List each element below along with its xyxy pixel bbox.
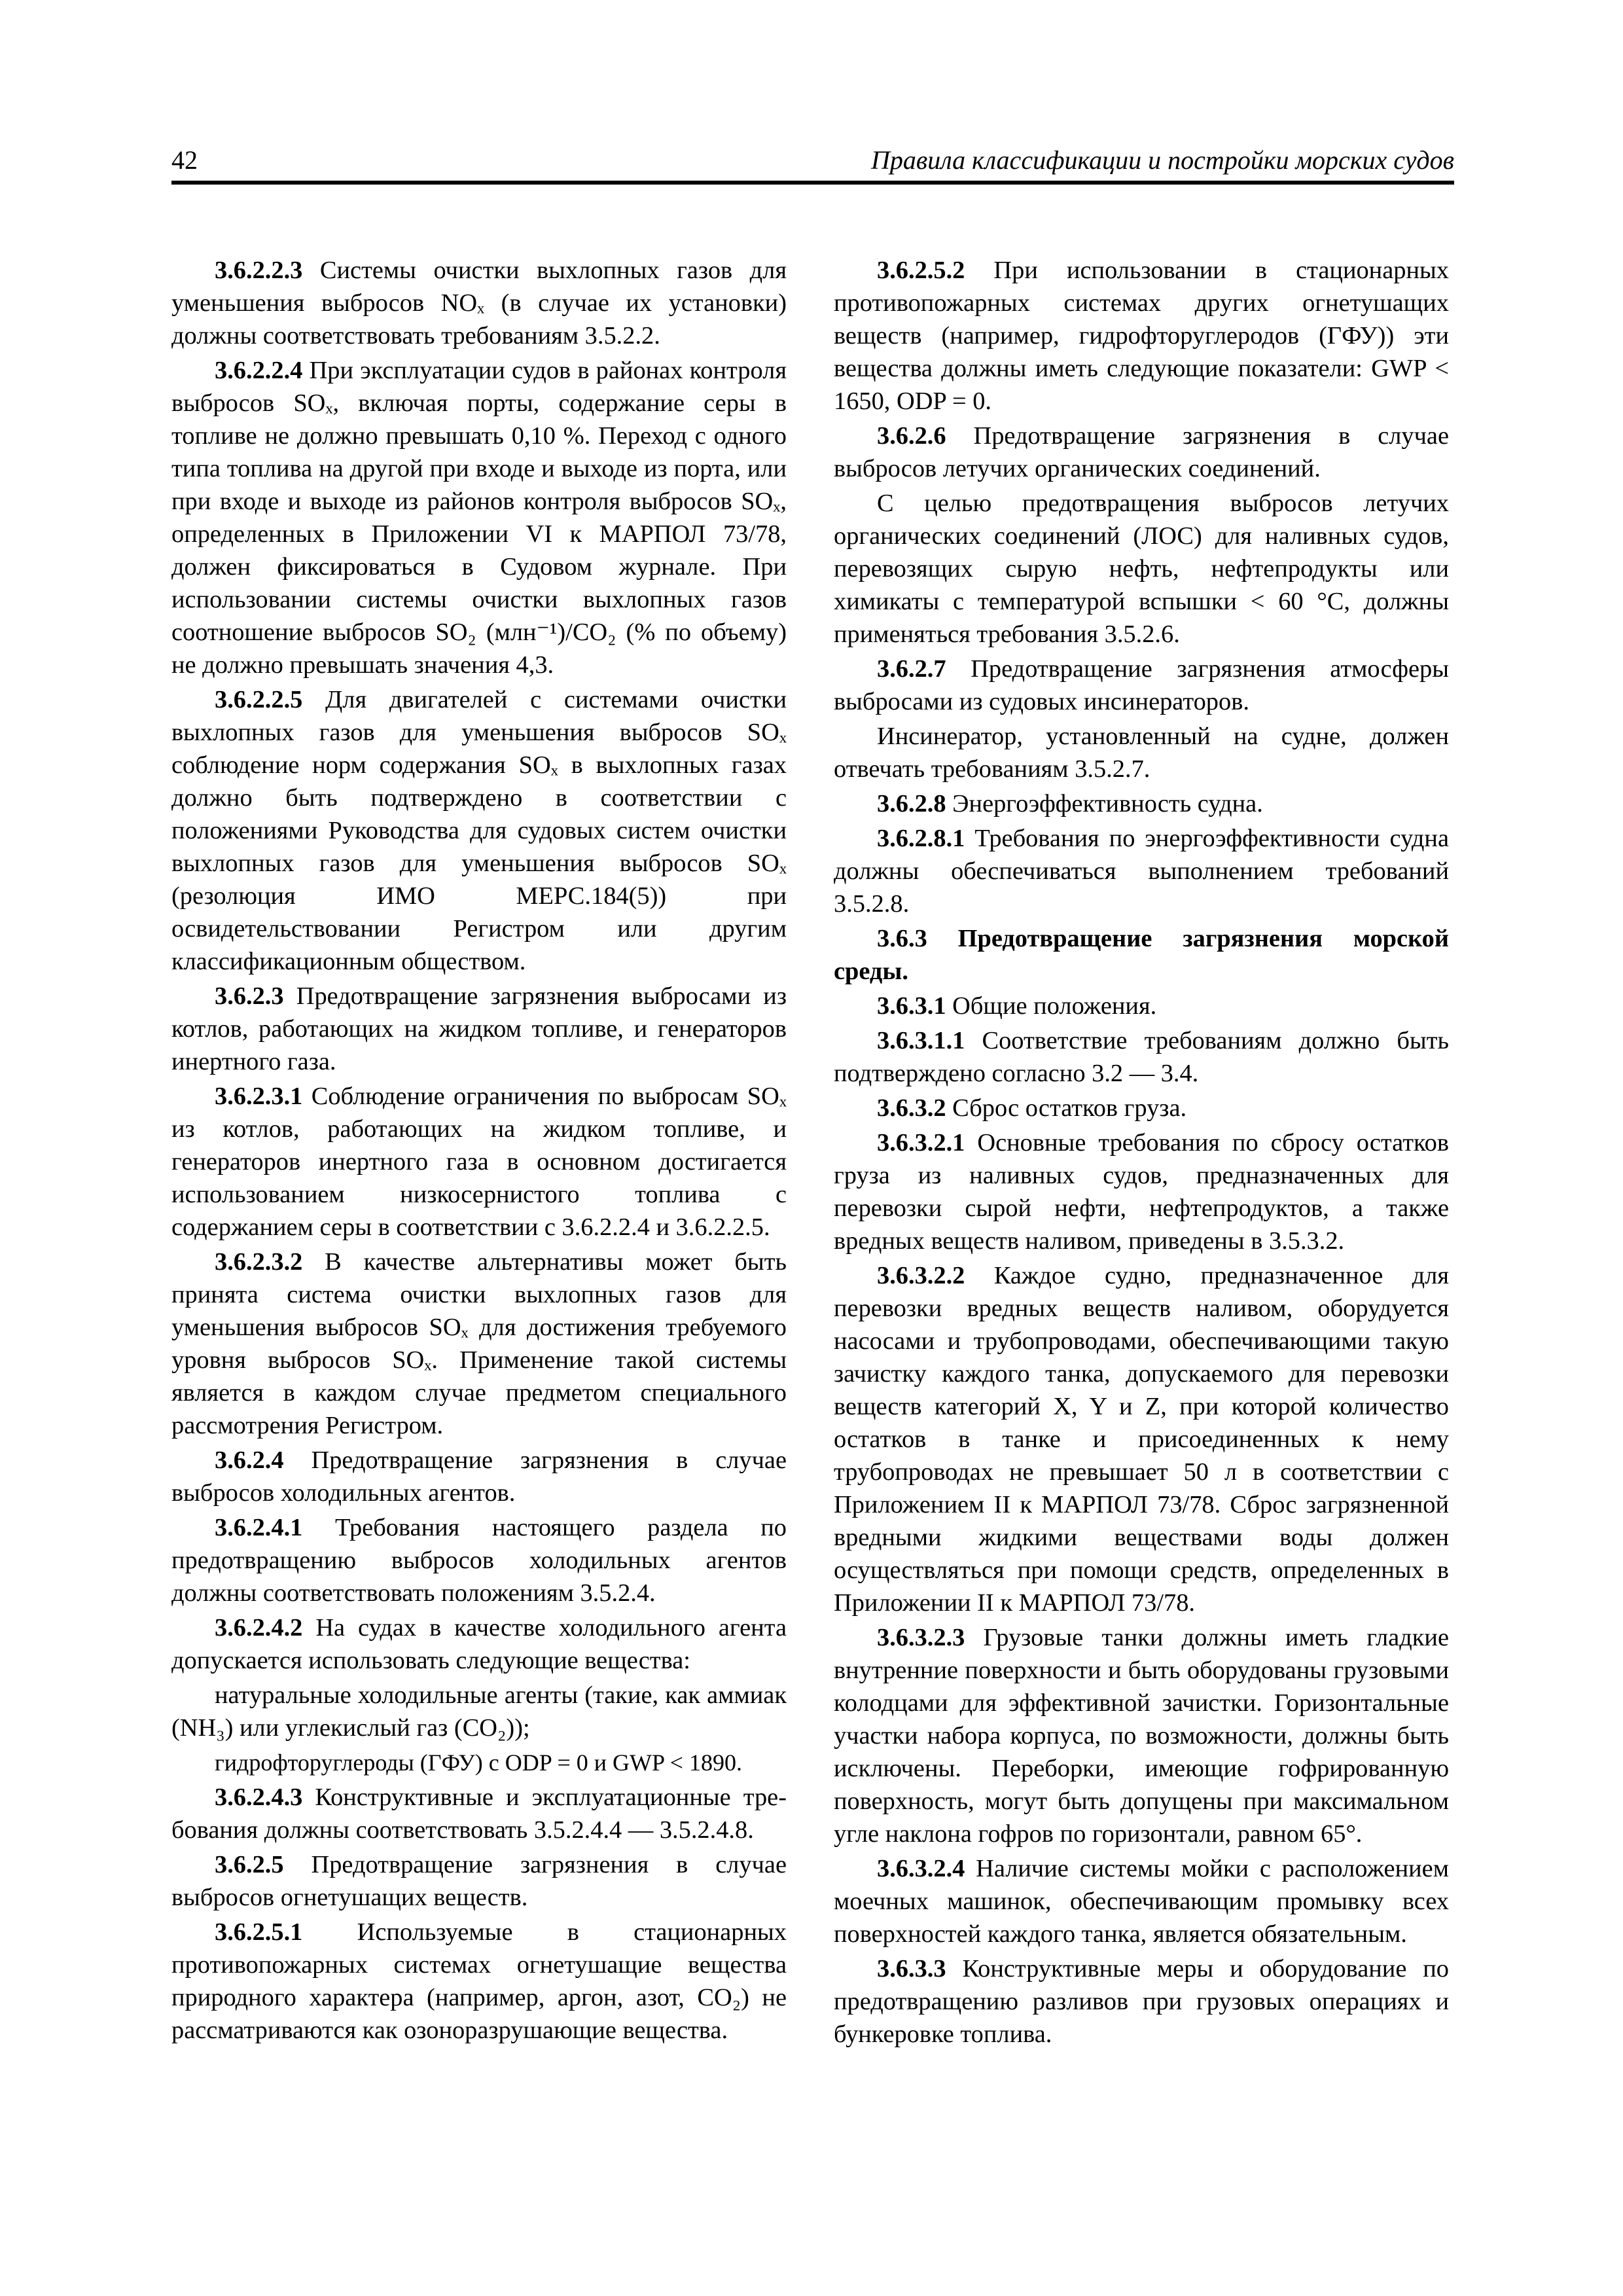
paragraph: [834, 487, 1449, 651]
paragraph-text: Предотвращение загрязнения в случае выбросов холодильных агентов.: [171, 1446, 787, 1507]
paragraph-text: Сброс остатков груза.: [946, 1094, 1187, 1122]
paragraph-text: Предотвращение загрязнения в случае выбросов летучих органических соединений.: [834, 422, 1449, 482]
section-number: 3.6.2.4.2: [215, 1614, 303, 1641]
paragraph: [171, 1246, 787, 1442]
section-number: 3.6.2.4.3: [215, 1784, 303, 1811]
paragraph: [834, 990, 1449, 1022]
paragraph: [171, 1444, 787, 1509]
section-number: 3.6.3: [877, 925, 927, 952]
paragraph: [171, 683, 787, 978]
paragraph: [171, 1679, 787, 1744]
paragraph-text: Предотвращение загрязнения морской среды.: [834, 925, 1449, 985]
paragraph: [834, 787, 1449, 820]
paragraph: [171, 254, 787, 352]
paragraph-text: Для двигателей с системами очистки выхлопных газов для уменьшения выбросов SOₓ соблюдение норм содержания SOₓ в выхлопных газах должно быть подтверждено в соответствии с положениями Руководства для судовых систем очистки выхлопных газов для уменьшения выбросов SOₓ (резолюция ИМО МЕРС.184(5)) при освидетельствовании Регистром или другим классификационным обществом.: [171, 686, 787, 975]
section-number: 3.6.2.2.4: [215, 357, 303, 384]
section-number: 3.6.2.3.2: [215, 1248, 303, 1276]
paragraph: [171, 1746, 787, 1779]
paragraph: [171, 1511, 787, 1609]
paragraph-text: Грузовые танки должны иметь гладкие внутренние поверхности и быть оборудованы грузовыми колодцами для эффективной зачистки. Горизонтальные участки набора корпуса, по возможности, должны быть исключены. Переборки, имеющие гофрированную поверхность, могут быть допущены при максимальном угле наклона гофров по горизонтали, равном 65°.: [834, 1624, 1449, 1848]
paragraph-text: Соблюдение ограничения по выбросам SOₓ из котлов, работающих на жидком топливе, и генераторов инертного газа в основном достигается использованием низкосернистого топлива с содержанием серы в соответствии с 3.6.2.2.4 и 3.6.2.2.5.: [171, 1083, 787, 1241]
paragraph-text: Системы очистки выхлопных газов для уменьшения выбросов NOₓ (в случае их установки) должны соответствовать требованиям 3.5.2.2.: [171, 257, 787, 350]
paragraph-text: Используемые в стационарных противопожарных системах огнетушащие вещества природного характера (например, аргон, азот, CO₂) не рассматриваются как озоноразрушающие вещества.: [171, 1918, 787, 2044]
paragraph-text: Предотвращение загрязнения выбросами из котлов, работающих на жидком топливе, и генераторов инертного газа.: [171, 982, 787, 1075]
paragraph: [834, 1024, 1449, 1090]
paragraph-text: Предотвращение загрязнения атмосферы выбросами из судовых инсинераторов.: [834, 655, 1449, 715]
section-number: 3.6.2.5.1: [215, 1918, 303, 1946]
paragraph-text: Основные требования по сбросу остатков груза из наливных судов, предназначенных для перевозки сырой нефти, нефтепродуктов, а также вредных веществ наливом, приведены в 3.5.3.2.: [834, 1129, 1449, 1255]
paragraph: [171, 1611, 787, 1677]
section-number: 3.6.2.2.3: [215, 257, 303, 284]
paragraph: [834, 1126, 1449, 1257]
section-number: 3.6.2.7: [877, 655, 946, 683]
paragraph: [834, 1952, 1449, 2051]
paragraph-text: Инсинератор, установленный на судне, должен отвечать требованиям 3.5.2.7.: [834, 723, 1449, 783]
section-number: 3.6.3.1: [877, 992, 946, 1020]
section-number: 3.6.3.2: [877, 1094, 946, 1122]
section-number: 3.6.2.3.1: [215, 1083, 303, 1110]
section-number: 3.6.2.6: [877, 422, 946, 450]
paragraph: [834, 1621, 1449, 1850]
paragraph-text: Конструктивные меры и оборудование по предотвращению разливов при грузовых операциях и бункеровке топлива.: [834, 1955, 1449, 2048]
paragraph-text: Общие положения.: [946, 992, 1157, 1020]
page-number: 42: [171, 145, 198, 175]
paragraph-text: С целью предотвращения выбросов летучих органических соединений (ЛОС) для наливных судов, перевозящих сырую нефть, нефтепродукты или химикаты с температурой вспышки < 60 °C, должны применяться требования 3.5.2.6.: [834, 490, 1449, 648]
paragraph: [834, 254, 1449, 418]
paragraph-text: При использовании в стационарных противопожарных системах других огнетушащих веществ (например, гидрофторуглеродов (ГФУ)) эти вещества должны иметь следующие показатели: GWP < 1650, ODP = 0.: [834, 257, 1449, 415]
paragraph-text: Наличие системы мойки с расположением моечных машинок, обеспечивающим промывку всех поверхностей каждого танка, является обязательным.: [834, 1855, 1449, 1948]
paragraph: [171, 980, 787, 1078]
paragraph: [171, 1916, 787, 2047]
paragraph: [834, 1092, 1449, 1124]
section-number: 3.6.3.3: [877, 1955, 946, 1982]
paragraph-text: Предотвращение загрязнения в случае выбросов огнетушащих веществ.: [171, 1851, 787, 1911]
paragraph: [171, 1080, 787, 1244]
paragraph: [171, 354, 787, 681]
paragraph-text: натуральные холодильные агенты (такие, как аммиак (NH₃) или углекислый газ (CO₂));: [171, 1681, 787, 1742]
paragraph-text: В качестве альтернативы может быть принята система очистки выхлопных газов для уменьшения выбросов SOₓ для достижения требуемого уровня выбросов SOₓ. Применение такой системы является в каждом случае предметом специального рассмотрения Регистром.: [171, 1248, 787, 1439]
section-number: 3.6.2.8.1: [877, 825, 965, 852]
section-number: 3.6.3.2.3: [877, 1624, 965, 1651]
paragraph-text: Требования по энергоэффективности судна должны обеспечиваться выполнением требований 3.5.2.8.: [834, 825, 1449, 918]
paragraph: [834, 822, 1449, 920]
section-number: 3.6.2.2.5: [215, 686, 303, 713]
section-number: 3.6.3.2.2: [877, 1262, 965, 1289]
section-number: 3.6.2.8: [877, 790, 946, 817]
right-column: [834, 254, 1449, 2051]
paragraph-text: Энергоэффективность судна.: [946, 790, 1263, 817]
section-number: 3.6.2.5: [215, 1851, 284, 1878]
paragraph: [171, 1848, 787, 1914]
paragraph: [834, 922, 1449, 988]
paragraph-text: Требования настоящего раздела по предотвращению выбросов холодильных агентов должны соответствовать положениям 3.5.2.4.: [171, 1514, 787, 1607]
running-title: Правила классификации и постройки морских судов: [870, 145, 1454, 175]
paragraph-text: Каждое судно, предназначенное для перевозки вредных веществ наливом, оборудуется насосами и трубопроводами, обеспечивающими такую зачистку каждого танка, допускаемого для перевозки веществ категорий X, Y и Z, при которой количество остатков в танке и присоединенных к нему трубопроводах не превышает 50 л в соответствии с Приложением II к МАРПОЛ 73/78. Сброс загрязненной вредными жидкими веществами воды должен осуществляться при помощи средств, определенных в Приложении II к МАРПОЛ 73/78.: [834, 1262, 1449, 1617]
section-number: 3.6.2.4: [215, 1446, 284, 1474]
paragraph-text: При эксплуатации судов в районах контроля выбросов SOₓ, включая порты, содержание серы в топливе не должно превышать 0,10 %. Переход с одного типа топлива на другой при входе и выходе из порта, или при входе и выходе из районов контроля выбросов SOₓ, определенных в Приложении VI к МАРПОЛ 73/78, должен фиксироваться в Судовом журнале. При использовании системы очистки выхлопных газов соотношение выбросов SO₂ (млн⁻¹)/CO₂ (% по объему) не должно превышать значения 4,3.: [171, 357, 787, 679]
paragraph: [171, 1781, 787, 1846]
left-column: [171, 254, 787, 2047]
paragraph: [834, 720, 1449, 785]
paragraph: [834, 1259, 1449, 1619]
section-number: 3.6.2.5.2: [877, 257, 965, 284]
paragraph: [834, 420, 1449, 485]
paragraph: [834, 1852, 1449, 1950]
section-number: 3.6.3.1.1: [877, 1027, 965, 1054]
section-number: 3.6.2.3: [215, 982, 284, 1010]
section-number: 3.6.2.4.1: [215, 1514, 303, 1541]
section-number: 3.6.3.2.1: [877, 1129, 965, 1157]
paragraph-text: На судах в качестве холодильного агента допускается использовать следующие вещества:: [171, 1614, 787, 1674]
paragraph: [834, 653, 1449, 718]
paragraph-text: Конструктивные и эксплуатационные тре-бования должны соответствовать 3.5.2.4.4 — 3.5.2.4.8.: [171, 1784, 787, 1844]
paragraph-text: Соответствие требованиям должно быть подтверждено согласно 3.2 — 3.4.: [834, 1027, 1449, 1087]
paragraph-text: гидрофторуглероды (ГФУ) с ODP = 0 и GWP < 1890.: [215, 1749, 742, 1776]
page-header: [171, 143, 1454, 185]
section-number: 3.6.3.2.4: [877, 1855, 965, 1882]
